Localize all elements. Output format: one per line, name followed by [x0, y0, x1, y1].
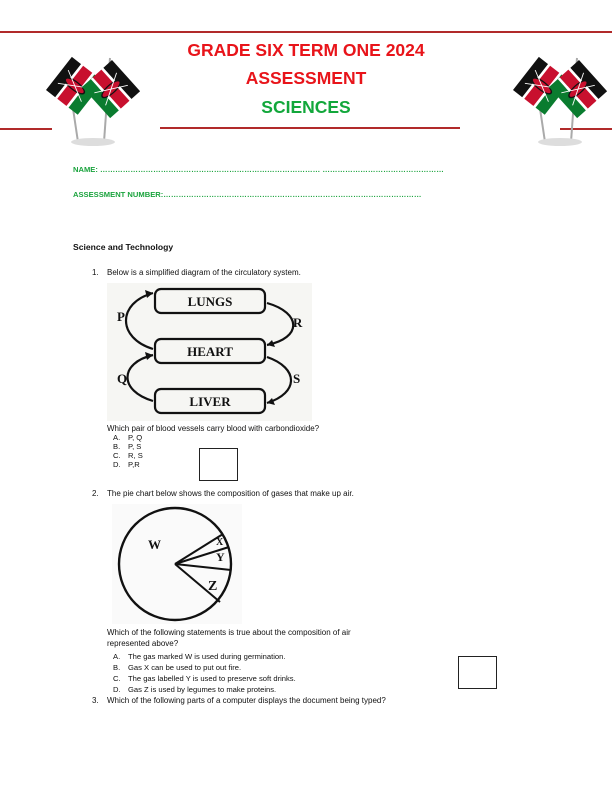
title-subject: SCIENCES: [261, 97, 351, 117]
pie-label-w: W: [148, 537, 161, 552]
pie-label-x: X: [216, 537, 224, 548]
header-rule-top: [0, 31, 612, 33]
q2-option-b-letter: B.: [113, 663, 121, 672]
q1-option-d-letter: D.: [113, 460, 121, 469]
q2-option-a[interactable]: The gas marked W is used during germination.: [128, 652, 286, 661]
question-1-stem: Which pair of blood vessels carry blood with carbondioxide?: [107, 424, 320, 433]
q2-answer-box[interactable]: [458, 656, 497, 689]
label-s: S: [293, 371, 301, 386]
q2-option-a-letter: A.: [113, 652, 121, 661]
q2-option-c-letter: C.: [113, 674, 121, 683]
label-liver: LIVER: [189, 394, 231, 409]
q1-option-c[interactable]: R, S: [128, 451, 143, 460]
label-p: P: [117, 309, 125, 324]
label-heart: HEART: [187, 344, 233, 359]
pie-label-y: Y: [216, 550, 225, 564]
question-1-number: 1.: [92, 268, 99, 277]
air-pie-chart: [112, 504, 242, 624]
q1-option-c-letter: C.: [113, 451, 121, 460]
q2-option-d-letter: D.: [113, 685, 121, 694]
q1-option-d[interactable]: P,R: [128, 460, 140, 469]
title-assessment: ASSESSMENT: [245, 68, 367, 88]
q1-option-a-letter: A.: [113, 433, 121, 442]
q2-option-c[interactable]: The gas labelled Y is used to preserve soft drinks.: [128, 674, 296, 683]
label-r: R: [293, 315, 303, 330]
question-2-stem-line1: Which of the following statements is true about the composition of air: [107, 628, 351, 637]
question-3-number: 3.: [92, 696, 99, 705]
question-1-text: Below is a simplified diagram of the circulatory system.: [107, 268, 301, 277]
label-lungs: LUNGS: [187, 294, 233, 309]
assessment-number-field[interactable]: ASSESSMENT NUMBER:…………………………………………………………………………………………: [73, 190, 422, 199]
name-field[interactable]: NAME: …………………………………………………………………………… …………………………………………: [73, 165, 444, 174]
q2-option-d[interactable]: Gas Z is used by legumes to make proteins.: [128, 685, 277, 694]
kenya-flags-icon-right: [505, 50, 612, 150]
q2-option-b[interactable]: Gas X can be used to put out fire.: [128, 663, 242, 672]
q1-option-b[interactable]: P, S: [128, 442, 142, 451]
kenya-flags-icon-left: [38, 50, 158, 150]
label-q: Q: [117, 371, 128, 386]
pie-label-z: Z: [208, 579, 218, 594]
question-2-number: 2.: [92, 489, 99, 498]
header-rule-middle: [160, 127, 460, 129]
title-grade-term: GRADE SIX TERM ONE 2024: [187, 40, 425, 60]
q1-option-b-letter: B.: [113, 442, 121, 451]
question-2-stem-line2: represented above?: [107, 639, 179, 648]
question-3-text: Which of the following parts of a computer displays the document being typed?: [107, 696, 386, 705]
circulatory-diagram: [107, 283, 312, 421]
q1-option-a[interactable]: P, Q: [128, 433, 143, 442]
section-title: Science and Technology: [73, 242, 174, 252]
q1-answer-box[interactable]: [199, 448, 238, 481]
question-2-text: The pie chart below shows the composition of gases that make up air.: [107, 489, 354, 498]
